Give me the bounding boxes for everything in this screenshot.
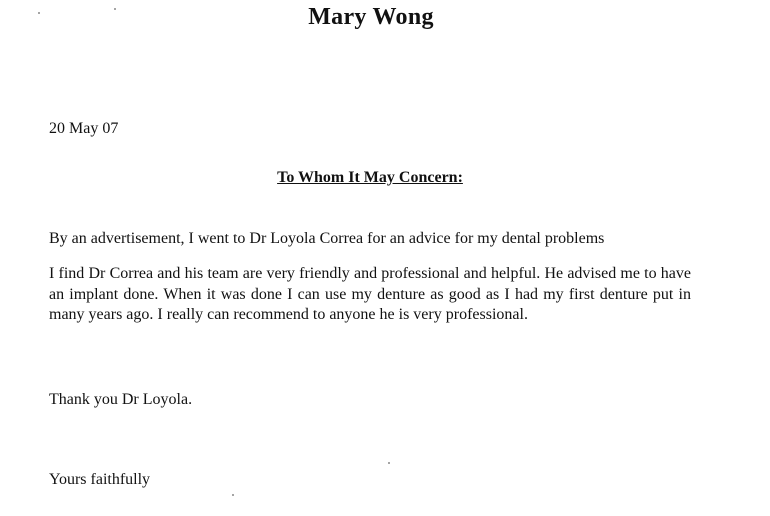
letter-date: 20 May 07 [49, 120, 119, 137]
scan-speck [388, 462, 390, 464]
scan-speck [38, 12, 40, 14]
scan-speck [232, 494, 234, 496]
closing-line: Yours faithfully [49, 471, 151, 488]
paragraph-advertisement: By an advertisement, I went to Dr Loyola Correa for an advice for my dental problems [49, 230, 605, 247]
paragraph-thanks: Thank you Dr Loyola. [49, 391, 193, 408]
scan-speck [114, 8, 116, 10]
author-name-heading: Mary Wong [308, 4, 434, 30]
salutation-heading: To Whom It May Concern: [277, 169, 463, 186]
paragraph-testimonial: I find Dr Correa and his team are very friendly and professional and helpful. He advised me to have an implant done. When it was done I can use my denture as good as I had my first denture put in many years ago. I really can recommend to anyone he is very professional. [49, 265, 691, 323]
